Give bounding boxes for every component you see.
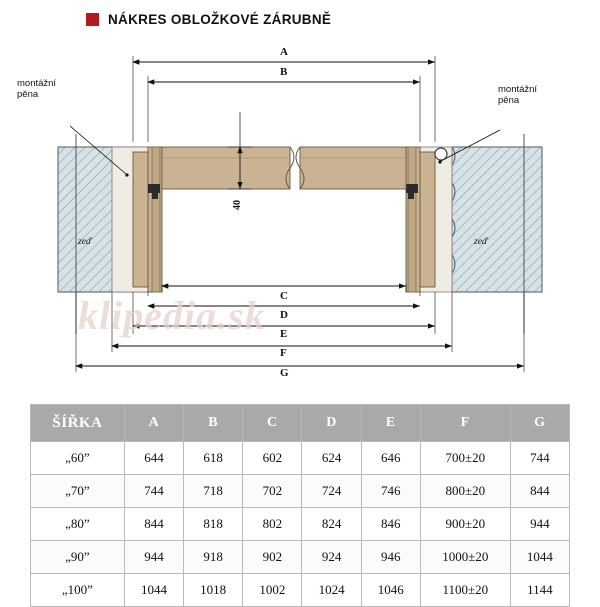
dimensions-table-wrapper — [30, 404, 570, 607]
table-header-d: D — [302, 405, 361, 442]
cell-f: 800±20 — [420, 475, 510, 508]
callout-montazni-pena-left — [17, 78, 56, 100]
dim-label-F: F — [280, 347, 287, 359]
cell-f: 700±20 — [420, 442, 510, 475]
wall-label-left: zeď — [78, 237, 92, 247]
table-header-e: E — [361, 405, 420, 442]
callout-left-line2: pěna — [17, 89, 39, 100]
cell-c: 702 — [243, 475, 302, 508]
cell-b: 618 — [184, 442, 243, 475]
cell-g: 1144 — [510, 574, 569, 607]
table-header-a: A — [124, 405, 183, 442]
table-row — [31, 541, 570, 574]
table-row — [31, 475, 570, 508]
table-header-f: F — [420, 405, 510, 442]
cell-sirka: „70” — [31, 475, 125, 508]
cell-a: 644 — [124, 442, 183, 475]
page-title-text: NÁKRES OBLOŽKOVÉ ZÁRUBNĚ — [108, 12, 332, 27]
cell-e: 846 — [361, 508, 420, 541]
cell-sirka: „60” — [31, 442, 125, 475]
cell-f: 1100±20 — [420, 574, 510, 607]
cell-e: 746 — [361, 475, 420, 508]
cell-c: 902 — [243, 541, 302, 574]
cell-f: 900±20 — [420, 508, 510, 541]
cell-c: 602 — [243, 442, 302, 475]
dim-label-D: D — [280, 309, 288, 321]
cell-g: 744 — [510, 442, 569, 475]
cell-e: 646 — [361, 442, 420, 475]
cell-sirka: „80” — [31, 508, 125, 541]
watermark: klipedia.sk — [78, 293, 266, 338]
wall-label-right: zeď — [474, 237, 488, 247]
table-row — [31, 442, 570, 475]
cell-a: 944 — [124, 541, 183, 574]
cell-d: 824 — [302, 508, 361, 541]
callout-right-line2: pěna — [498, 95, 520, 106]
table-row — [31, 574, 570, 607]
cell-f: 1000±20 — [420, 541, 510, 574]
cell-b: 1018 — [184, 574, 243, 607]
callout-left-line1: montážní — [17, 78, 57, 89]
cell-sirka: „90” — [31, 541, 125, 574]
table-header-c: C — [243, 405, 302, 442]
callout-right-line1: montážní — [498, 84, 538, 95]
cell-b: 918 — [184, 541, 243, 574]
cell-a: 844 — [124, 508, 183, 541]
cell-e: 1046 — [361, 574, 420, 607]
dimensions-table — [30, 404, 570, 607]
dim-label-B: B — [280, 66, 288, 78]
table-header-sirka: ŠÍŘKA — [31, 405, 125, 442]
table-row — [31, 508, 570, 541]
cell-a: 744 — [124, 475, 183, 508]
cell-g: 1044 — [510, 541, 569, 574]
cell-sirka: „100” — [31, 574, 125, 607]
cell-a: 1044 — [124, 574, 183, 607]
cell-c: 802 — [243, 508, 302, 541]
table-header-row — [31, 405, 570, 442]
cell-e: 946 — [361, 541, 420, 574]
cell-g: 844 — [510, 475, 569, 508]
cell-c: 1002 — [243, 574, 302, 607]
cell-d: 624 — [302, 442, 361, 475]
callout-montazni-pena-right — [498, 84, 537, 106]
cell-d: 1024 — [302, 574, 361, 607]
cell-b: 718 — [184, 475, 243, 508]
cell-g: 944 — [510, 508, 569, 541]
cell-d: 924 — [302, 541, 361, 574]
dim-label-E: E — [280, 328, 288, 340]
table-header-b: B — [184, 405, 243, 442]
dim-label-40: 40 — [232, 200, 243, 210]
dim-label-G: G — [280, 367, 289, 379]
cell-d: 724 — [302, 475, 361, 508]
page-title — [86, 12, 331, 27]
dim-label-C: C — [280, 290, 288, 302]
cell-b: 818 — [184, 508, 243, 541]
red-square-icon — [86, 13, 99, 26]
table-header-g: G — [510, 405, 569, 442]
dim-label-A: A — [280, 46, 288, 58]
